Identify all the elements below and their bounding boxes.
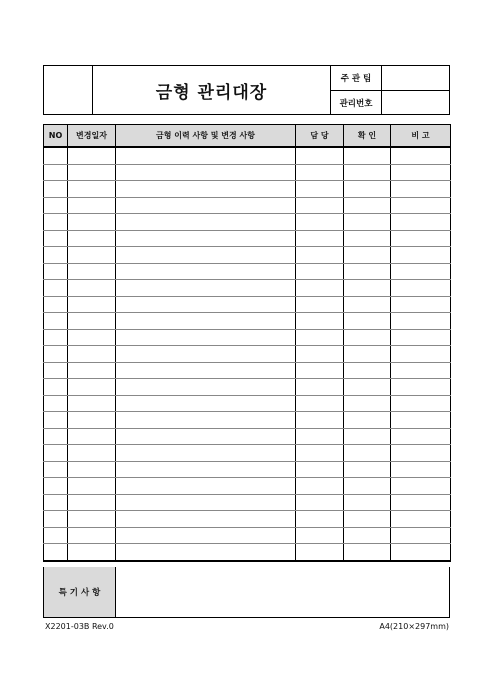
cell-no[interactable] xyxy=(44,181,68,198)
cell-no[interactable] xyxy=(44,164,68,181)
cell-date[interactable] xyxy=(68,147,116,164)
cell-person[interactable] xyxy=(296,494,344,511)
cell-date[interactable] xyxy=(68,478,116,495)
remarks-label: 특 기 사 항 xyxy=(44,567,116,617)
cell-no[interactable] xyxy=(44,461,68,478)
cell-note[interactable] xyxy=(391,478,451,495)
cell-confirm[interactable] xyxy=(344,412,391,429)
cell-note[interactable] xyxy=(391,230,451,247)
cell-date[interactable] xyxy=(68,263,116,280)
cell-history[interactable] xyxy=(116,428,296,445)
cell-person[interactable] xyxy=(296,527,344,544)
cell-history[interactable] xyxy=(116,494,296,511)
table-row xyxy=(44,461,451,478)
table-row xyxy=(44,147,451,164)
remarks-field[interactable] xyxy=(116,567,449,617)
column-header-history: 금형 이력 사항 및 변경 사항 xyxy=(116,125,296,148)
cell-no[interactable] xyxy=(44,379,68,396)
table-header-row xyxy=(44,125,451,148)
cell-no[interactable] xyxy=(44,362,68,379)
column-header-confirm: 확 인 xyxy=(344,125,391,148)
cell-person[interactable] xyxy=(296,147,344,164)
cell-date[interactable] xyxy=(68,181,116,198)
cell-history[interactable] xyxy=(116,346,296,363)
cell-person[interactable] xyxy=(296,329,344,346)
table-row xyxy=(44,362,451,379)
cell-person[interactable] xyxy=(296,478,344,495)
cell-no[interactable] xyxy=(44,395,68,412)
table-row xyxy=(44,164,451,181)
cell-no[interactable] xyxy=(44,263,68,280)
cell-person[interactable] xyxy=(296,280,344,297)
cell-confirm[interactable] xyxy=(344,263,391,280)
cell-no[interactable] xyxy=(44,544,68,561)
table-row xyxy=(44,527,451,544)
cell-person[interactable] xyxy=(296,296,344,313)
document-title: 금형 관리대장 xyxy=(93,66,331,114)
cell-confirm[interactable] xyxy=(344,544,391,561)
cell-note[interactable] xyxy=(391,395,451,412)
table-row xyxy=(44,263,451,280)
cell-person[interactable] xyxy=(296,362,344,379)
cell-confirm[interactable] xyxy=(344,181,391,198)
cell-date[interactable] xyxy=(68,214,116,231)
cell-confirm[interactable] xyxy=(344,362,391,379)
cell-note[interactable] xyxy=(391,362,451,379)
cell-date[interactable] xyxy=(68,379,116,396)
cell-person[interactable] xyxy=(296,511,344,528)
table-body xyxy=(44,147,451,561)
remarks-block xyxy=(43,567,450,618)
cell-note[interactable] xyxy=(391,544,451,561)
cell-person[interactable] xyxy=(296,164,344,181)
table-row xyxy=(44,544,451,561)
cell-confirm[interactable] xyxy=(344,230,391,247)
cell-history[interactable] xyxy=(116,379,296,396)
cell-confirm[interactable] xyxy=(344,280,391,297)
cell-no[interactable] xyxy=(44,527,68,544)
cell-note[interactable] xyxy=(391,197,451,214)
table-row xyxy=(44,478,451,495)
cell-person[interactable] xyxy=(296,247,344,264)
cell-date[interactable] xyxy=(68,412,116,429)
cell-confirm[interactable] xyxy=(344,395,391,412)
cell-date[interactable] xyxy=(68,494,116,511)
table-row xyxy=(44,214,451,231)
cell-no[interactable] xyxy=(44,445,68,462)
cell-no[interactable] xyxy=(44,412,68,429)
cell-note[interactable] xyxy=(391,412,451,429)
cell-no[interactable] xyxy=(44,230,68,247)
cell-history[interactable] xyxy=(116,197,296,214)
cell-history[interactable] xyxy=(116,329,296,346)
cell-person[interactable] xyxy=(296,263,344,280)
dept-field[interactable] xyxy=(382,66,449,91)
header-block xyxy=(43,65,450,115)
cell-date[interactable] xyxy=(68,428,116,445)
table-row xyxy=(44,313,451,330)
cell-person[interactable] xyxy=(296,181,344,198)
table-row xyxy=(44,247,451,264)
table-row xyxy=(44,280,451,297)
logo-box xyxy=(44,66,93,114)
cell-no[interactable] xyxy=(44,313,68,330)
column-header-no: NO xyxy=(44,125,68,148)
cell-date[interactable] xyxy=(68,247,116,264)
cell-confirm[interactable] xyxy=(344,197,391,214)
cell-no[interactable] xyxy=(44,280,68,297)
cell-note[interactable] xyxy=(391,329,451,346)
cell-confirm[interactable] xyxy=(344,445,391,462)
cell-note[interactable] xyxy=(391,181,451,198)
cell-history[interactable] xyxy=(116,296,296,313)
table-row xyxy=(44,511,451,528)
cell-person[interactable] xyxy=(296,461,344,478)
cell-confirm[interactable] xyxy=(344,511,391,528)
cell-person[interactable] xyxy=(296,230,344,247)
table-row xyxy=(44,329,451,346)
cell-person[interactable] xyxy=(296,544,344,561)
column-header-date: 변경일자 xyxy=(68,125,116,148)
cell-no[interactable] xyxy=(44,329,68,346)
cell-note[interactable] xyxy=(391,214,451,231)
table-row xyxy=(44,395,451,412)
column-header-person: 담 당 xyxy=(296,125,344,148)
cell-date[interactable] xyxy=(68,527,116,544)
cell-history[interactable] xyxy=(116,247,296,264)
table-row xyxy=(44,197,451,214)
cell-confirm[interactable] xyxy=(344,296,391,313)
cell-date[interactable] xyxy=(68,329,116,346)
cell-person[interactable] xyxy=(296,346,344,363)
cell-confirm[interactable] xyxy=(344,527,391,544)
cell-no[interactable] xyxy=(44,346,68,363)
cell-confirm[interactable] xyxy=(344,379,391,396)
cell-confirm[interactable] xyxy=(344,346,391,363)
cell-note[interactable] xyxy=(391,445,451,462)
cell-no[interactable] xyxy=(44,478,68,495)
dept-label: 주 관 팀 xyxy=(331,66,382,91)
table-row xyxy=(44,296,451,313)
cell-history[interactable] xyxy=(116,230,296,247)
cell-no[interactable] xyxy=(44,247,68,264)
cell-note[interactable] xyxy=(391,164,451,181)
cell-note[interactable] xyxy=(391,511,451,528)
cell-history[interactable] xyxy=(116,313,296,330)
table-row xyxy=(44,445,451,462)
cell-note[interactable] xyxy=(391,280,451,297)
cell-date[interactable] xyxy=(68,346,116,363)
cell-history[interactable] xyxy=(116,214,296,231)
cell-note[interactable] xyxy=(391,494,451,511)
column-header-note: 비 고 xyxy=(391,125,451,148)
cell-note[interactable] xyxy=(391,379,451,396)
table-row xyxy=(44,428,451,445)
cell-history[interactable] xyxy=(116,445,296,462)
cell-history[interactable] xyxy=(116,280,296,297)
mgmt-no-field[interactable] xyxy=(382,91,449,114)
cell-note[interactable] xyxy=(391,263,451,280)
cell-history[interactable] xyxy=(116,461,296,478)
cell-confirm[interactable] xyxy=(344,313,391,330)
cell-history[interactable] xyxy=(116,181,296,198)
cell-history[interactable] xyxy=(116,511,296,528)
cell-history[interactable] xyxy=(116,527,296,544)
cell-confirm[interactable] xyxy=(344,164,391,181)
cell-person[interactable] xyxy=(296,445,344,462)
cell-person[interactable] xyxy=(296,197,344,214)
cell-note[interactable] xyxy=(391,527,451,544)
cell-confirm[interactable] xyxy=(344,428,391,445)
cell-person[interactable] xyxy=(296,395,344,412)
table-row xyxy=(44,181,451,198)
cell-date[interactable] xyxy=(68,395,116,412)
mold-history-table xyxy=(43,124,451,562)
cell-history[interactable] xyxy=(116,395,296,412)
cell-date[interactable] xyxy=(68,362,116,379)
cell-no[interactable] xyxy=(44,494,68,511)
cell-date[interactable] xyxy=(68,313,116,330)
cell-date[interactable] xyxy=(68,230,116,247)
table-row xyxy=(44,412,451,429)
cell-note[interactable] xyxy=(391,247,451,264)
cell-confirm[interactable] xyxy=(344,494,391,511)
cell-history[interactable] xyxy=(116,544,296,561)
cell-confirm[interactable] xyxy=(344,478,391,495)
table-row xyxy=(44,230,451,247)
cell-history[interactable] xyxy=(116,478,296,495)
form-code: X2201-03B Rev.0 xyxy=(45,622,114,631)
cell-note[interactable] xyxy=(391,147,451,164)
cell-note[interactable] xyxy=(391,296,451,313)
cell-no[interactable] xyxy=(44,197,68,214)
cell-no[interactable] xyxy=(44,147,68,164)
mgmt-no-label: 관리번호 xyxy=(331,91,382,114)
cell-history[interactable] xyxy=(116,164,296,181)
cell-date[interactable] xyxy=(68,296,116,313)
cell-person[interactable] xyxy=(296,214,344,231)
cell-date[interactable] xyxy=(68,164,116,181)
cell-date[interactable] xyxy=(68,197,116,214)
table-row xyxy=(44,379,451,396)
cell-history[interactable] xyxy=(116,147,296,164)
cell-history[interactable] xyxy=(116,263,296,280)
cell-person[interactable] xyxy=(296,428,344,445)
cell-no[interactable] xyxy=(44,296,68,313)
cell-confirm[interactable] xyxy=(344,147,391,164)
cell-date[interactable] xyxy=(68,445,116,462)
cell-date[interactable] xyxy=(68,511,116,528)
cell-note[interactable] xyxy=(391,428,451,445)
cell-confirm[interactable] xyxy=(344,214,391,231)
table-row xyxy=(44,346,451,363)
cell-confirm[interactable] xyxy=(344,329,391,346)
cell-no[interactable] xyxy=(44,214,68,231)
cell-note[interactable] xyxy=(391,346,451,363)
cell-history[interactable] xyxy=(116,412,296,429)
cell-note[interactable] xyxy=(391,461,451,478)
cell-note[interactable] xyxy=(391,313,451,330)
cell-person[interactable] xyxy=(296,412,344,429)
cell-person[interactable] xyxy=(296,379,344,396)
cell-date[interactable] xyxy=(68,461,116,478)
cell-confirm[interactable] xyxy=(344,247,391,264)
cell-no[interactable] xyxy=(44,511,68,528)
paper-size: A4(210×297mm) xyxy=(379,622,449,631)
cell-person[interactable] xyxy=(296,313,344,330)
table-row xyxy=(44,494,451,511)
cell-no[interactable] xyxy=(44,428,68,445)
cell-confirm[interactable] xyxy=(344,461,391,478)
cell-date[interactable] xyxy=(68,280,116,297)
cell-date[interactable] xyxy=(68,544,116,561)
cell-history[interactable] xyxy=(116,362,296,379)
